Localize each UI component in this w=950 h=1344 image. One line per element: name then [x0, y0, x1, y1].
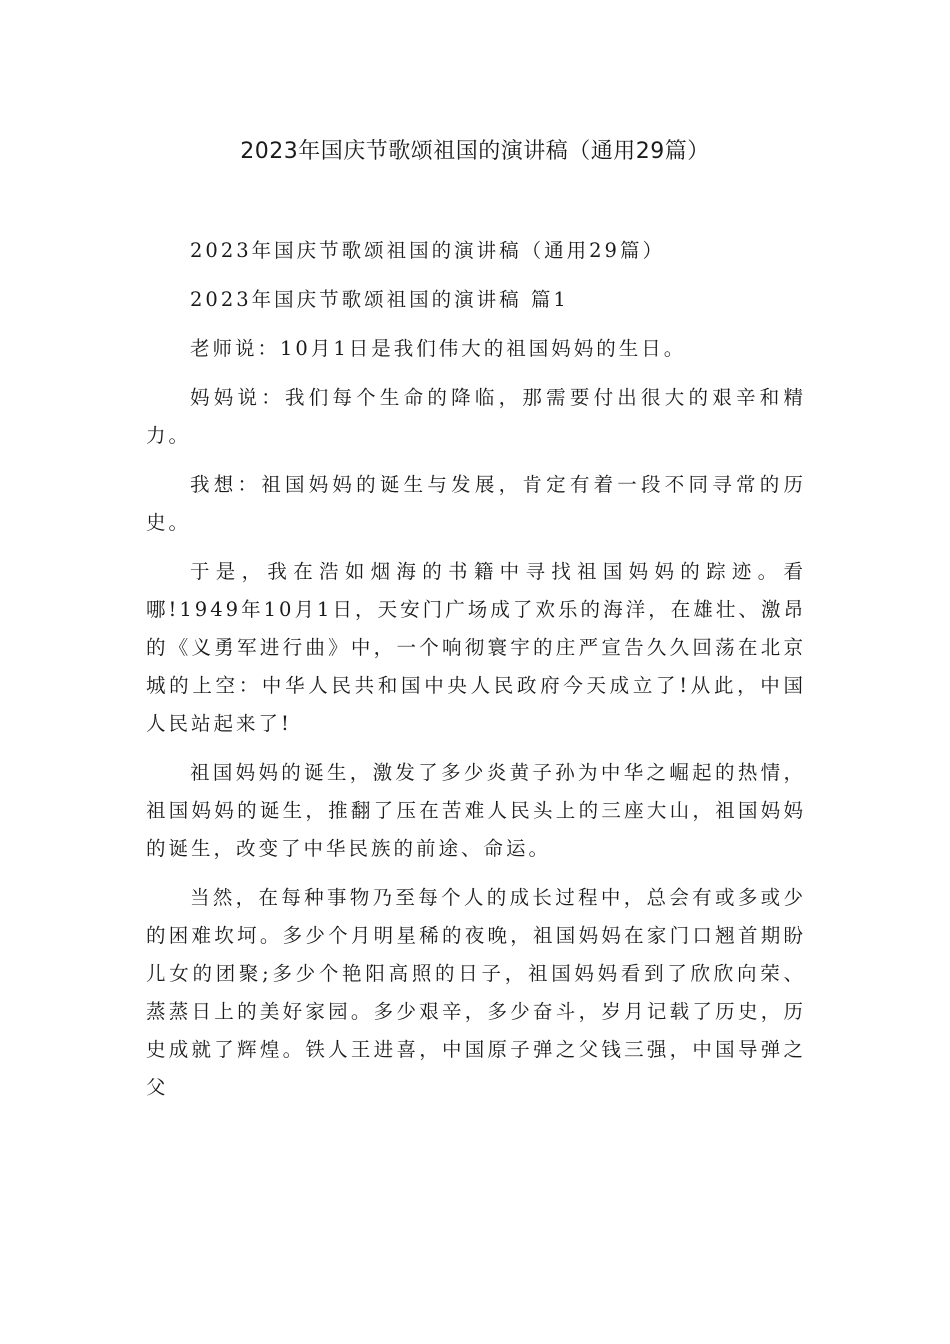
paragraph: 当然，在每种事物乃至每个人的成长过程中，总会有或多或少的困难坎坷。多少个月明星稀的夜晚，祖国妈妈在家门口翘首期盼儿女的团聚;多少个艳阳高照的日子，祖国妈妈看到了欣欣向荣、蒸蒸日上的美好家园。多少艰辛，多少奋斗，岁月记载了历史，历史成就了辉煌。铁人王进喜，中国原子弹之父钱三强，中国导弹之父: [146, 886, 806, 1099]
paragraph: 2023年国庆节歌颂祖国的演讲稿 篇1: [190, 288, 569, 311]
document-body: [146, 232, 806, 1118]
paragraph: 祖国妈妈的诞生，激发了多少炎黄子孙为中华之崛起的热情，祖国妈妈的诞生，推翻了压在苦难人民头上的三座大山，祖国妈妈的诞生，改变了中华民族的前途、命运。: [146, 761, 806, 860]
paragraph: 2023年国庆节歌颂祖国的演讲稿（通用29篇）: [190, 239, 665, 262]
paragraph: 我想：祖国妈妈的诞生与发展，肯定有着一段不同寻常的历史。: [146, 473, 806, 534]
document-title: 2023年国庆节歌颂祖国的演讲稿（通用29篇）: [240, 139, 710, 164]
paragraph: 于是，我在浩如烟海的书籍中寻找祖国妈妈的踪迹。看哪!1949年10月1日，天安门广场成了欢乐的海洋，在雄壮、激昂的《义勇军进行曲》中，一个响彻寰宇的庄严宣告久久回荡在北京城的上空：中华人民共和国中央人民政府今天成立了!从此，中国人民站起来了!: [146, 560, 806, 735]
paragraph: 妈妈说：我们每个生命的降临，那需要付出很大的艰辛和精力。: [146, 386, 806, 447]
paragraph: 老师说：10月1日是我们伟大的祖国妈妈的生日。: [190, 337, 687, 360]
